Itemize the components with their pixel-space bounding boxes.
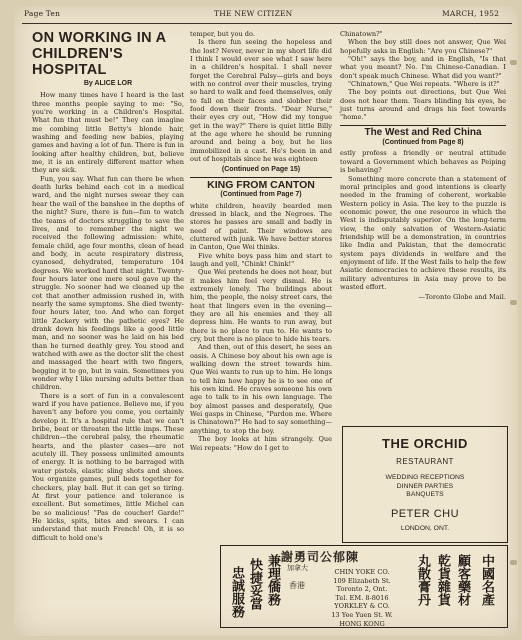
ad-cjk-column: 快捷妥當	[247, 558, 262, 610]
ad-restaurant-type: RESTAURANT	[396, 457, 454, 466]
ad-service-line: DINNER PARTIES	[396, 482, 454, 490]
newspaper-page	[14, 6, 518, 636]
paragraph: "Chinatown," Que Wei repeats. "Where is it?"	[348, 80, 500, 89]
paragraph: The boy points out directions, but Que Wei does not hear them. Tears blinding his eyes, he just turns around and drags his feet towards "home."	[340, 88, 506, 122]
ad-cjk-column: 丸散膏丹	[415, 554, 430, 606]
binding-hole	[510, 300, 517, 305]
paragraph: Something more concrete than a statement of moral principles and good intentions is clearly needed in the framing of coherent, workable Western policy in Asia. The key to the puzzle is economic power, the one resource in which the West is indisputably superior. On the long-term view, the only salvation of Western-Asiatic friendship will be a demonstration, in countries like India and Pakistan, that the democratic system pays dividends in welfare and the enjoyment of life. If the West fails to help the few Asiatic democracies to achieve these results, its military adventures in Asia may prove to be wasted effort.	[340, 174, 506, 291]
masthead-title: THE NEW CITIZEN	[214, 9, 293, 18]
ad-city: LONDON, ONT.	[400, 524, 450, 532]
paragraph: "Oh!" says the boy, and in English, "Is that what you meant? No. I'm Chinese-Canadian. I don't speak much Chinese. What did you want?"	[340, 55, 506, 80]
paragraph: temper, but you do.	[190, 30, 255, 38]
section-divider	[190, 177, 332, 178]
article-headline	[32, 30, 184, 78]
ad-address-line: YORKLEY & CO.	[334, 602, 390, 611]
ad-restaurant-name: THE ORCHID	[382, 436, 468, 451]
orchid-restaurant-ad	[342, 426, 508, 543]
ad-address-line: Toronto 2, Ont.	[336, 585, 388, 594]
headline-line-2: CHILDREN'S HOSPITAL	[32, 46, 124, 78]
ad-services	[343, 474, 507, 500]
paragraph: How many times have I heard is the last three months people saying to me: "So, you're working in a Children's Hospital. What fun that must be!" They can imagine me combing little Betty's blonde hair, washing and feeding new babies, playing games and having a lot of fun. There is fun in looking after healthy children, but, believe me, it is an entirely different matter when they are sick.	[32, 91, 185, 175]
ad-cjk-column: 乾貨雜貨	[435, 554, 450, 606]
byline: By ALICE LOR	[83, 80, 133, 87]
ad-cjk-column: 忠誠服務	[229, 566, 244, 618]
continued-note: (Continued on Page 15)	[221, 165, 301, 173]
ad-address	[319, 568, 405, 628]
ad-cjk-small: 加拿大	[287, 564, 308, 572]
paragraph: There is a sort of fun in a convalescent ward if you have patience. Believe me, if you haven't any before you come, you certainly develop it. It's a hospital rule that we can't bribe, beat or threaten the little imps. These children—the cerebral palsy, the rheumatic hearts, and the plaster cases—are not acutely ill. They possess unlimited amounts of energy. It is nothing to be barraged with water pistols, elastic sling shots and shoes. You organize games, pull beds together for checkers, play ball. But it can get so tiring. At first your patience and tolerance is excellent. But sometimes, little Michel can be so malicious! "Pas de coucher! Garde!" He kicks, spits, bites and swears. I can understand that much French! Oh, it is so difficult to hold one's	[32, 391, 184, 542]
ad-cjk-hk: 香港	[289, 581, 305, 590]
ad-address-line: 109 Elizabeth St.	[333, 576, 391, 585]
ad-owner: PETER CHU	[390, 507, 460, 520]
ad-cjk-column: 中國名產	[479, 554, 494, 606]
ad-cjk-column: 顧客藥材	[455, 554, 470, 606]
continued-from-note: (Continued from Page 8)	[382, 139, 464, 147]
chin-yoke-ad	[220, 545, 508, 628]
paragraph: Is there fun seeing the hopeless and the lost? Never, never in my short life did I think I would ever see what I saw here in a children's hospital. I shall never forget the Cerebral Palsy—girls and boys with no control over their muscles, trying so hard to walk and feed themselves, only to fall on their faces and slobber their food down their fronts. "Dear Nurse," their eyes cry out, "How did my tongue get in the way?" There is quiet little Billy at the age where he should be running around and being a boy, but he lies immobilized in a cast. He's been in and out of hospitals since he was eighteen	[190, 38, 332, 164]
ad-service-line: BANQUETS	[406, 491, 444, 498]
paragraph: white children, heavily bearded men dressed in black, and the Negroes. The stores he passes are small and badly in need of paint. Their windows are cluttered with junk. We have better stores in Canton, Que Wei thinks.	[190, 201, 332, 252]
binding-hole	[510, 60, 517, 65]
ad-address-line: CHIN YOKE CO.	[334, 568, 390, 576]
paragraph: Five white boys pass him and start to laugh and yell, "Chink! Chink!"	[190, 251, 332, 268]
paragraph: Que Wei pretends he does not hear, but it makes him feel very dismal. He is extremely lonely. The buildings about him, the people, the noisy street cars, the heat that lingers even in the evening—they are all his enemies and they all depress him. He wants to run away, but there is no place to run to. He wants to cry, but there is no place to hide his tears.	[190, 268, 332, 344]
article-col3	[340, 30, 506, 302]
headline-line-1: ON WORKING IN A	[32, 30, 167, 46]
ad-address-line: 13 Yee Yuen St. W.	[331, 610, 393, 619]
source-credit: —Toronto Globe and Mail.	[418, 293, 506, 302]
paragraph: Chinatown?"	[340, 30, 383, 38]
section-divider	[340, 125, 506, 126]
paragraph: And then, out of this desert, he sees an oasis. A Chinese boy about his own age is walking down the street towards him. Que Wei wants to run up to him. He longs to tell him how happy he is to see one of his own kind. He craves someone his own age to talk to in his own language. The boy almost passes and desperately, Que Wei gasps in Chinese, "Pardon me. Where is Chinatown?" He had to say something—anything, to stop the boy.	[190, 343, 333, 435]
binding-hole	[510, 560, 517, 565]
paragraph: The boy looks at him strangely. Que Wei repeats: "How do I get to	[190, 435, 332, 452]
page-header	[14, 6, 518, 22]
continued-from-note: (Continued from Page 7)	[220, 191, 302, 199]
king-from-canton-headline: KING FROM CANTON	[207, 178, 315, 191]
article-hospital-col2	[190, 30, 332, 452]
page-number: Page Ten	[24, 9, 61, 18]
paragraph: When the boy still does not answer, Que Wei hopefully asks in English: "Are you Chinese?"	[340, 38, 506, 55]
article-hospital-col1	[32, 30, 184, 542]
ad-address-line: HONG KONG	[339, 619, 385, 628]
paragraph: Fun, you say. What fun can there be when death lurks behind each cot in a medical ward, and the night nurses swear they can hear the wail of the banshee in the depths of the night? Sure, there is fun—fun to watch the teams of doctors struggling to save the lives, and to remember the night we received the following admission: white, female child, age four months, clean of head and body, in acute respiratory distress, cyanosed, dehydrated, temperature 104 degrees. We worked hard that night. Twenty-four hours later one mere soul gave up the struggle. No sooner had we cleaned up the cot that another admission rushed in, with nearly the same symptoms. She died twenty-four hours later, too. And who can forget little Zackery with the pathetic eyes? He drank down his feedings like a good little man, and no sooner was he laid on his bed than he turned deathly grey. You stood and watched with awe as the doctor slit the chest and massaged the heart with two fingers, begging it to go, but in vain. Sometimes you wonder why I like nursing adults better than children.	[32, 174, 184, 392]
ad-cjk-column: 兼理僑務	[265, 554, 280, 606]
west-red-china-headline: The West and Red China	[364, 126, 482, 138]
ad-address-line: Tel. EM. 8-8016	[335, 593, 389, 602]
paragraph: estly profess a friendly or neutral attitude toward a Government which behaves as Peiping is behaving?	[340, 149, 506, 175]
header-rule	[22, 23, 512, 24]
ad-cjk-banner: 謝勇司公郁陳	[281, 550, 360, 564]
issue-date: MARCH, 1952	[442, 9, 500, 18]
ad-service-line: WEDDING RECEPTIONS	[385, 474, 465, 481]
